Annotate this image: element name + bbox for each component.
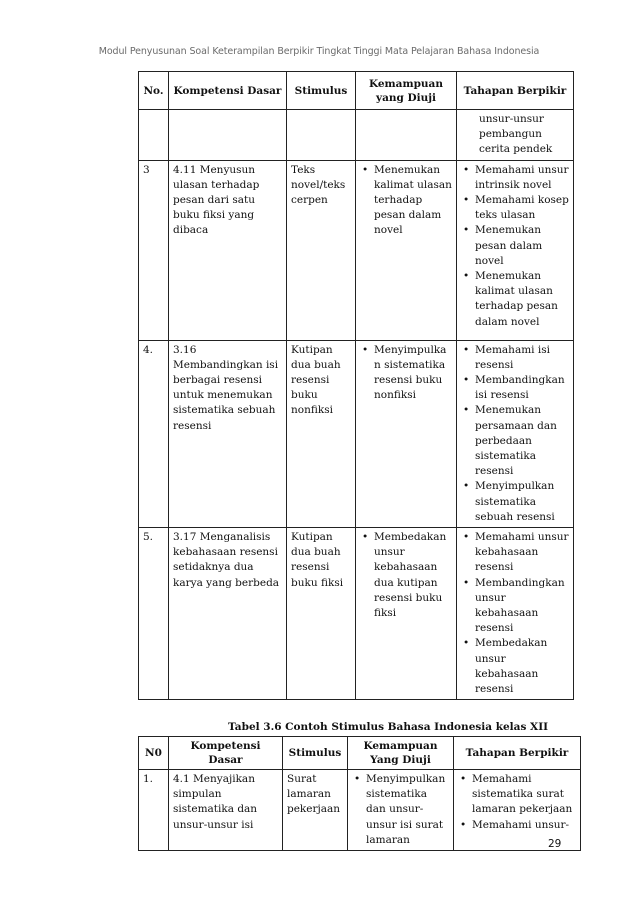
tahapan-cell [457, 528, 574, 700]
header-cell: Kompetensi Dasar [169, 737, 283, 770]
list-item: • Memahami sistematika surat lamaran pekerjaan [458, 772, 576, 818]
header-cell: No. [139, 72, 169, 110]
table-row [139, 340, 574, 527]
table-row [139, 160, 574, 340]
row-number: 4. [139, 340, 169, 527]
header-cell: Stimulus [283, 737, 348, 770]
list-item: • Menemukan persamaan dan perbedaan sistematika resensi [461, 403, 569, 479]
list-item: • Memahami isi resensi [461, 343, 569, 373]
table-row [139, 528, 574, 700]
table-cell [139, 110, 169, 161]
header-cell: Kemampuan yang Diuji [356, 72, 457, 110]
competency-table [138, 71, 574, 700]
table-header-row [139, 72, 574, 110]
row-number: 3 [139, 160, 169, 340]
kemampuan-cell [356, 528, 457, 700]
stimulus-cell: Kutipan dua buah resensi buku nonfiksi [287, 340, 356, 527]
tahapan-cell [454, 770, 581, 851]
list-item: • Menemukan kalimat ulasan terhadap pesan dalam novel [461, 269, 569, 330]
header-cell: N0 [139, 737, 169, 770]
list-item: • Menyimpulkan sistematika dan unsur-unsur isi surat lamaran [352, 772, 449, 848]
list-item: • Menyimpulkan sistematika resensi buku nonfiksi [360, 343, 452, 404]
header-cell: Tahapan Berpikir [457, 72, 574, 110]
list-item: • Membedakan unsur kebahasaan resensi [461, 636, 569, 697]
stimulus-table [138, 736, 581, 851]
table-cell [356, 110, 457, 161]
header-cell: Kemampuan Yang Diuji [348, 737, 454, 770]
table-row [139, 770, 581, 851]
stimulus-cell: Surat lamaran pekerjaan [283, 770, 348, 851]
row-number: 5. [139, 528, 169, 700]
header-cell: Stimulus [287, 72, 356, 110]
table-cell: unsur-unsur pembangun cerita pendek [457, 110, 574, 161]
kd-cell: 3.16 Membandingkan isi berbagai resensi untuk menemukan sistematika sebuah resensi [169, 340, 287, 527]
list-item: • Menemukan pesan dalam novel [461, 223, 569, 269]
header-cell: Tahapan Berpikir [454, 737, 581, 770]
table-row [139, 110, 574, 161]
row-number: 1. [139, 770, 169, 851]
table-header-row [139, 737, 581, 770]
list-item: • Membedakan unsur kebahasaan dua kutipan resensi buku fiksi [360, 530, 452, 621]
kemampuan-cell [348, 770, 454, 851]
list-item: • Membandingkan unsur kebahasaan resensi [461, 576, 569, 637]
list-item: • Membandingkan isi resensi [461, 373, 569, 403]
page-number: 29 [548, 838, 562, 850]
list-item: • Memahami kosep teks ulasan [461, 193, 569, 223]
tahapan-cell [457, 340, 574, 527]
table-cell [287, 110, 356, 161]
list-item: • Menemukan kalimat ulasan terhadap pesan dalam novel [360, 163, 452, 239]
running-header: Modul Penyusunan Soal Keterampilan Berpikir Tingkat Tinggi Mata Pelajaran Bahasa Indonesia [98, 46, 540, 57]
table-cell [169, 110, 287, 161]
stimulus-cell: Teks novel/teks cerpen [287, 160, 356, 340]
list-item: • Memahami unsur intrinsik novel [461, 163, 569, 193]
stimulus-cell: Kutipan dua buah resensi buku fiksi [287, 528, 356, 700]
list-item: • Memahami unsur- [458, 818, 576, 833]
kd-cell: 4.11 Menyusun ulasan terhadap pesan dari satu buku fiksi yang dibaca [169, 160, 287, 340]
tahapan-cell [457, 160, 574, 340]
kd-cell: 4.1 Menyajikan simpulan sistematika dan unsur-unsur isi [169, 770, 283, 851]
kemampuan-cell [356, 160, 457, 340]
list-item: • Menyimpulkan sistematika sebuah resensi [461, 479, 569, 525]
table-caption: Tabel 3.6 Contoh Stimulus Bahasa Indonesia kelas XII [227, 721, 549, 733]
header-cell: Kompetensi Dasar [169, 72, 287, 110]
kemampuan-cell [356, 340, 457, 527]
list-item: • Memahami unsur kebahasaan resensi [461, 530, 569, 576]
kd-cell: 3.17 Menganalisis kebahasaan resensi setidaknya dua karya yang berbeda [169, 528, 287, 700]
